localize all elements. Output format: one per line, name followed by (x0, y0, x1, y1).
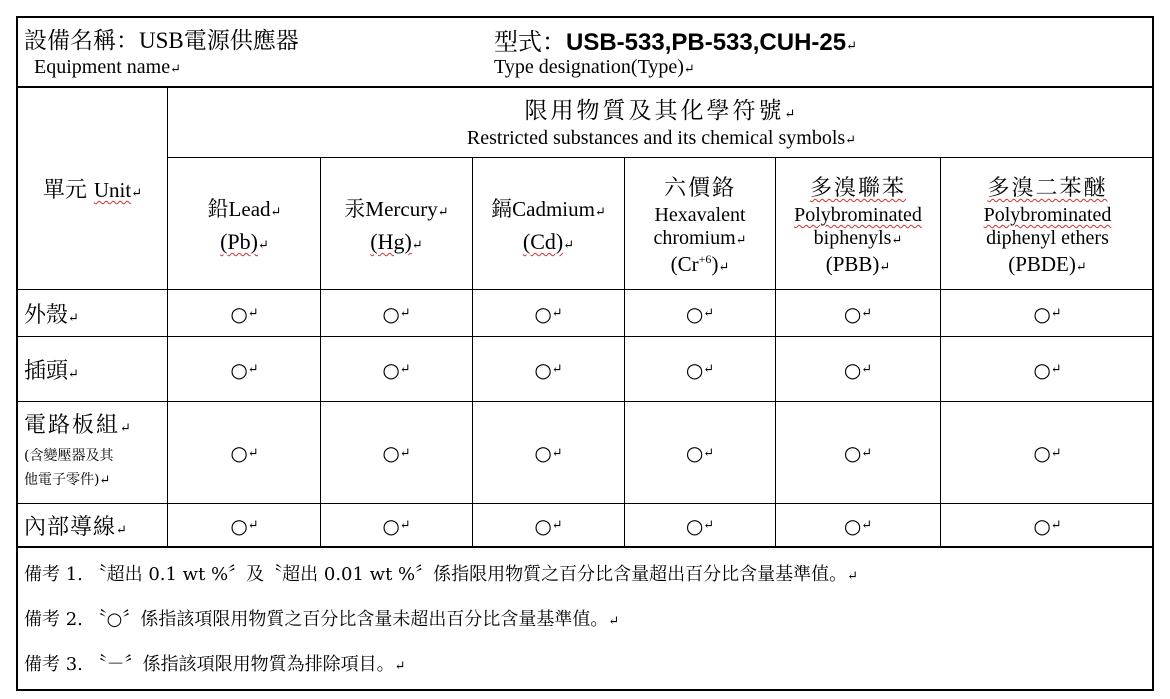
compliance-mark: ○ (685, 357, 704, 382)
row-label-plug: 插頭↵ (24, 359, 79, 384)
compliance-mark: ○ (534, 357, 552, 382)
compliance-mark: ○ (382, 441, 400, 465)
table-cell: ○ ↵ (1033, 441, 1062, 465)
table-cell: ○ ↵ (843, 513, 873, 538)
compliance-mark: ○ (1033, 301, 1051, 326)
table-cell: ○ ↵ (685, 513, 715, 538)
unit-header: 單元 Unit↵ (42, 178, 143, 203)
compliance-mark: ○ (230, 357, 248, 382)
equipment-name-label-en: Equipment name↵ (34, 56, 181, 78)
row-label-housing: 外殼↵ (24, 303, 79, 328)
column-header-mercury: 汞Mercury↵ (Hg)↵ (344, 197, 449, 254)
column-header-lead: 鉛Lead↵ (Pb)↵ (207, 197, 282, 254)
compliance-mark: ○ (843, 301, 862, 326)
compliance-mark: ○ (230, 441, 248, 465)
restricted-title: 限用物質及其化學符號↵ Restricted substances and its chemical symbols↵ (466, 98, 857, 149)
table-cell: ○ ↵ (685, 357, 715, 382)
type-designation-label-en: Type designation(Type)↵ (494, 56, 695, 78)
compliance-mark: ○ (1033, 441, 1051, 465)
equipment-name-label: 設備名稱：USB電源供應器 (24, 28, 299, 54)
table-cell: ○ ↵ (382, 301, 411, 326)
table-cell: ○ ↵ (534, 357, 563, 382)
table-cell: ○ ↵ (534, 301, 563, 326)
compliance-mark: ○ (843, 513, 862, 538)
compliance-mark: ○ (382, 513, 400, 538)
table-cell: ○ ↵ (1033, 301, 1062, 326)
table-cell: ○ ↵ (534, 513, 563, 538)
compliance-mark: ○ (685, 441, 704, 465)
table-cell: ○ ↵ (230, 357, 259, 382)
note-1: 備考 1. 〝超出 0.1 wt %〞及〝超出 0.01 wt %〞係指限用物質之百分比含量超出百分比含量基準值。↵ (24, 564, 859, 585)
table-cell: ○ ↵ (685, 441, 715, 465)
table-cell: ○ ↵ (1033, 357, 1062, 382)
table-cell: ○ ↵ (382, 441, 411, 465)
table-cell: ○ ↵ (534, 441, 563, 465)
table-cell: ○ ↵ (382, 513, 411, 538)
compliance-mark: ○ (534, 441, 552, 465)
compliance-mark: ○ (843, 441, 862, 465)
compliance-mark: ○ (1033, 513, 1051, 538)
compliance-mark: ○ (685, 513, 704, 538)
compliance-mark: ○ (534, 301, 552, 326)
table-cell: ○ ↵ (230, 301, 259, 326)
table-cell: ○ ↵ (843, 357, 873, 382)
table-cell: ○ ↵ (685, 301, 715, 326)
compliance-mark: ○ (1033, 357, 1051, 382)
rohs-declaration-table (16, 16, 1154, 691)
type-designation-label: 型式：USB-533,PB-533,CUH-25↵ (494, 28, 858, 56)
table-cell: ○ ↵ (230, 441, 259, 465)
compliance-mark: ○ (382, 301, 400, 326)
compliance-mark: ○ (382, 357, 400, 382)
table-cell: ○ ↵ (843, 301, 873, 326)
note-3: 備考 3. 〝－〞係指該項限用物質為排除項目。↵ (24, 654, 406, 675)
equipment-name-value: USB電源供應器 (139, 28, 299, 53)
table-cell: ○ ↵ (382, 357, 411, 382)
note-2: 備考 2. 〝○〞係指該項限用物質之百分比含量未超出百分比含量基準值。↵ (24, 609, 620, 630)
compliance-mark: ○ (843, 357, 862, 382)
table-cell: ○ ↵ (843, 441, 873, 465)
column-header-pbde: 多溴二苯醚 Polybrominated diphenyl ethers (PBDE)↵ (983, 176, 1112, 276)
compliance-mark: ○ (230, 301, 248, 326)
table-cell: ○ ↵ (1033, 513, 1062, 538)
column-header-pbb: 多溴聯苯 Polybrominated biphenyls↵ (PBB)↵ (794, 176, 922, 276)
compliance-mark: ○ (230, 513, 248, 538)
row-label-pcb-assembly: 電路板組↵ (含變壓器及其 他電子零件)↵ (24, 413, 133, 488)
compliance-mark: ○ (534, 513, 552, 538)
table-cell: ○ ↵ (230, 513, 259, 538)
compliance-mark: ○ (685, 301, 704, 326)
column-header-hexavalent-chromium: 六價鉻 Hexavalent chromium↵ $(Cr^{+6})↵$ (653, 176, 747, 276)
row-label-internal-wiring: 內部導線↵ (24, 515, 128, 540)
type-designation-value: USB-533,PB-533,CUH-25 (566, 29, 847, 56)
column-header-cadmium: 鎘Cadmium↵ (Cd)↵ (491, 197, 606, 254)
